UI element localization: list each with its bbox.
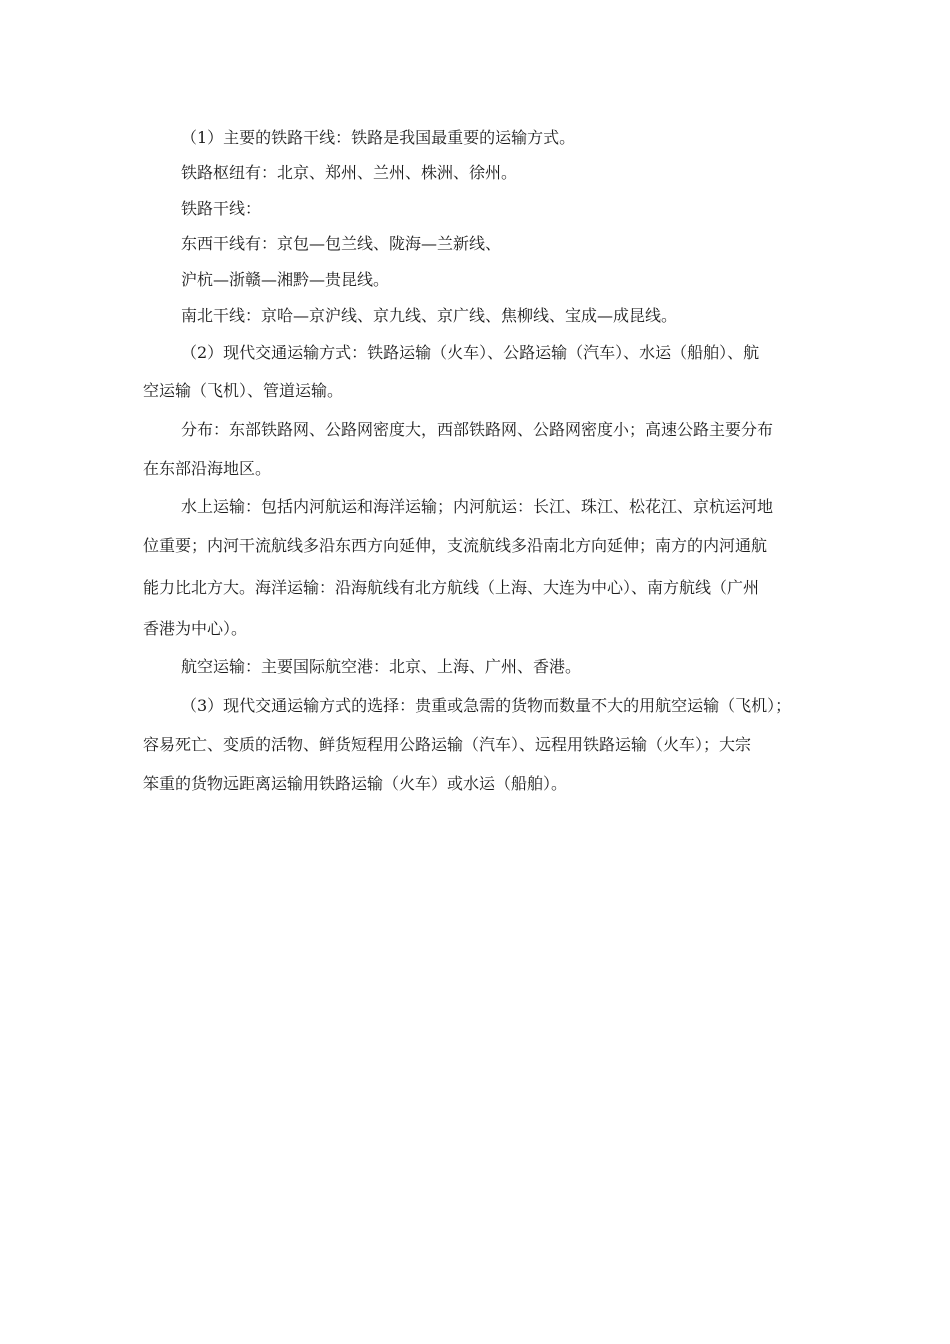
text-line: 空运输（飞机）、管道运输。	[143, 381, 344, 400]
text-line: 能力比北方大。海洋运输：沿海航线有北方航线（上海、大连为中心）、南方航线（广州	[143, 578, 760, 597]
text-line: 航空运输：主要国际航空港：北京、上海、广州、香港。	[181, 657, 582, 676]
text-line: 水上运输：包括内河航运和海洋运输；内河航运：长江、珠江、松花江、京杭运河地	[181, 497, 774, 516]
text-line: 铁路枢纽有：北京、郑州、兰州、株洲、徐州。	[181, 163, 518, 182]
text-line: （1）主要的铁路干线：铁路是我国最重要的运输方式。	[181, 128, 576, 147]
text-line: 在东部沿海地区。	[143, 459, 272, 478]
text-line: 沪杭—浙赣—湘黔—贵昆线。	[181, 270, 390, 289]
text-line: 南北干线：京哈—京沪线、京九线、京广线、焦柳线、宝成—成昆线。	[181, 306, 678, 325]
text-line: 分布：东部铁路网、公路网密度大，西部铁路网、公路网密度小；高速公路主要分布	[181, 420, 774, 439]
text-line: 铁路干线：	[181, 199, 262, 218]
text-line: 位重要；内河干流航线多沿东西方向延伸，支流航线多沿南北方向延伸；南方的内河通航	[143, 536, 768, 555]
text-line: （3）现代交通运输方式的选择：贵重或急需的货物而数量不大的用航空运输（飞机）；	[181, 696, 792, 715]
text-line: 香港为中心）。	[143, 619, 248, 638]
text-line: （2）现代交通运输方式：铁路运输（火车）、公路运输（汽车）、水运（船舶）、航	[181, 343, 760, 362]
text-line: 东西干线有：京包—包兰线、陇海—兰新线、	[181, 234, 502, 253]
text-line: 容易死亡、变质的活物、鲜货短程用公路运输（汽车）、远程用铁路运输（火车）；大宗	[143, 735, 752, 754]
text-line: 笨重的货物远距离运输用铁路运输（火车）或水运（船舶）。	[143, 774, 568, 793]
